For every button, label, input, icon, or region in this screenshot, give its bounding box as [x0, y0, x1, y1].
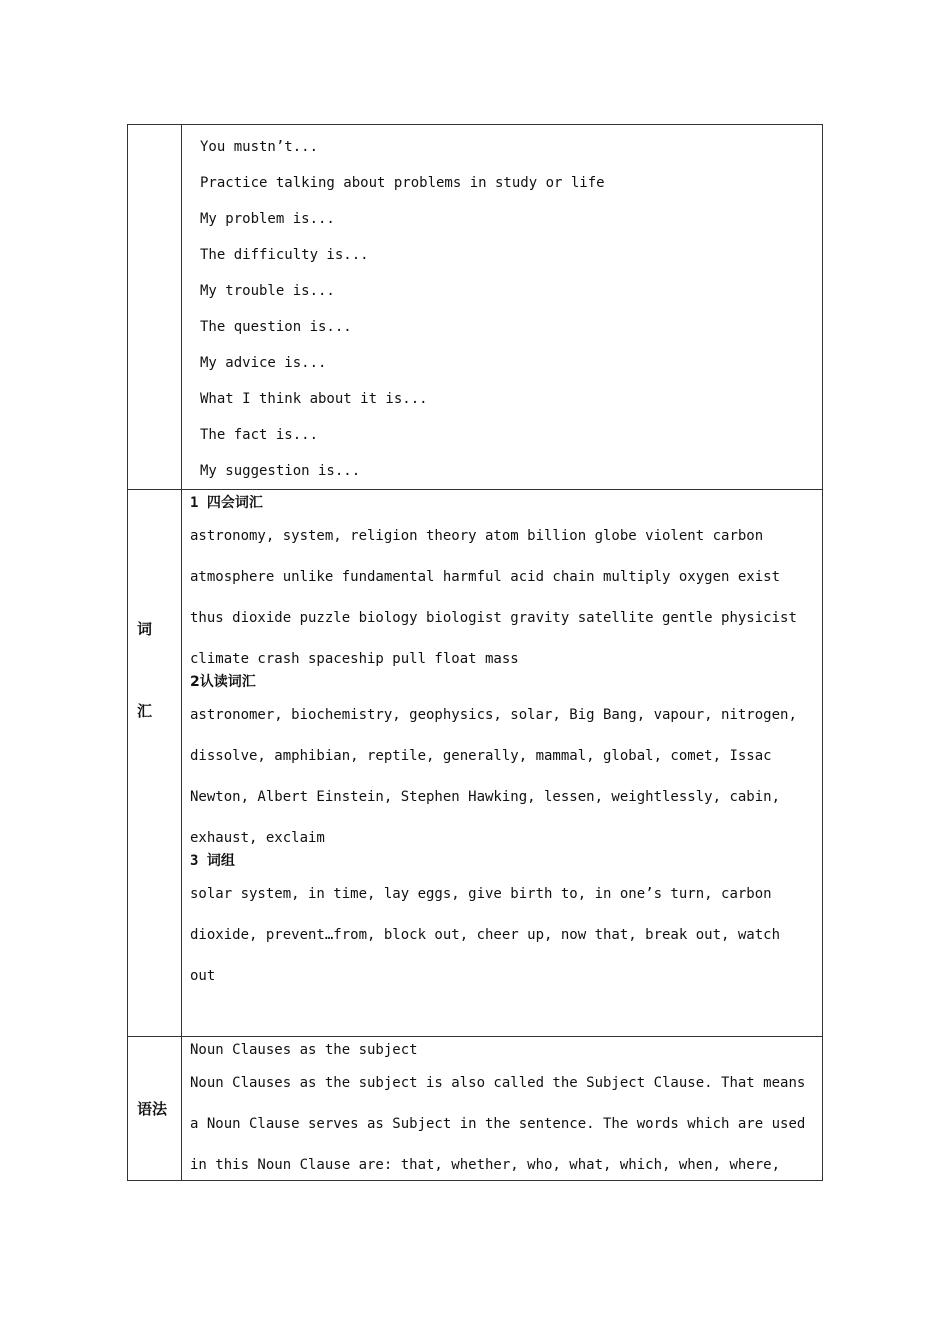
grammar-label-cell [128, 1037, 182, 1181]
vocabulary-label-cell [128, 490, 182, 1037]
vocabulary-line: Newton, Albert Einstein, Stephen Hawking, lessen, weightlessly, cabin, [190, 789, 781, 805]
expressions-row [128, 125, 823, 490]
grammar-line: in this Noun Clause are: that, whether, who, what, which, when, where, [190, 1157, 781, 1173]
phrase-line: solar system, in time, lay eggs, give birth to, in one’s turn, carbon [190, 886, 772, 902]
grammar-content-cell [182, 1037, 823, 1181]
vocabulary-line: exhaust, exclaim [190, 830, 325, 846]
expression-line: Practice talking about problems in study or life [200, 175, 605, 191]
vocabulary-line: climate crash spaceship pull float mass [190, 651, 519, 667]
phrase-line: out [190, 968, 216, 984]
expression-line: My suggestion is... [200, 463, 361, 479]
grammar-heading: Noun Clauses as the subject [190, 1042, 418, 1058]
expression-line: The fact is... [200, 427, 319, 443]
grammar-row [128, 1037, 823, 1181]
vocabulary-line: thus dioxide puzzle biology biologist gravity satellite gentle physicist [190, 610, 797, 626]
expression-line: My problem is... [200, 211, 335, 227]
vocabulary-line: astronomy, system, religion theory atom billion globe violent carbon [190, 528, 764, 544]
grammar-line: Noun Clauses as the subject is also called the Subject Clause. That means [190, 1075, 806, 1091]
expression-line: The question is... [200, 319, 352, 335]
vocabulary-content-cell [182, 490, 823, 1037]
expressions-label-cell [128, 125, 182, 490]
vocabulary-line: astronomer, biochemistry, geophysics, solar, Big Bang, vapour, nitrogen, [190, 707, 797, 723]
expression-line: The difficulty is... [200, 247, 369, 263]
vocabulary-label-char: 汇 [137, 702, 153, 720]
vocabulary-line: dissolve, amphibian, reptile, generally, mammal, global, comet, Issac [190, 748, 772, 764]
vocabulary-label-char: 词 [137, 620, 153, 638]
expressions-content-cell [182, 125, 823, 490]
section-heading-phrases: 3 词组 [190, 853, 235, 869]
expression-line: You mustn’t... [200, 139, 319, 155]
grammar-label: 语法 [137, 1100, 168, 1118]
section-heading-recognition: 2认读词汇 [190, 674, 256, 690]
vocabulary-row [128, 490, 823, 1037]
expression-line: My advice is... [200, 355, 327, 371]
grammar-line: a Noun Clause serves as Subject in the sentence. The words which are used [190, 1116, 806, 1132]
vocabulary-line: atmosphere unlike fundamental harmful acid chain multiply oxygen exist [190, 569, 781, 585]
expression-line: What I think about it is... [200, 391, 428, 407]
section-heading-four-skills: 1 四会词汇 [190, 495, 263, 511]
expression-line: My trouble is... [200, 283, 335, 299]
phrase-line: dioxide, prevent…from, block out, cheer up, now that, break out, watch [190, 927, 781, 943]
lesson-plan-table [127, 124, 823, 1181]
